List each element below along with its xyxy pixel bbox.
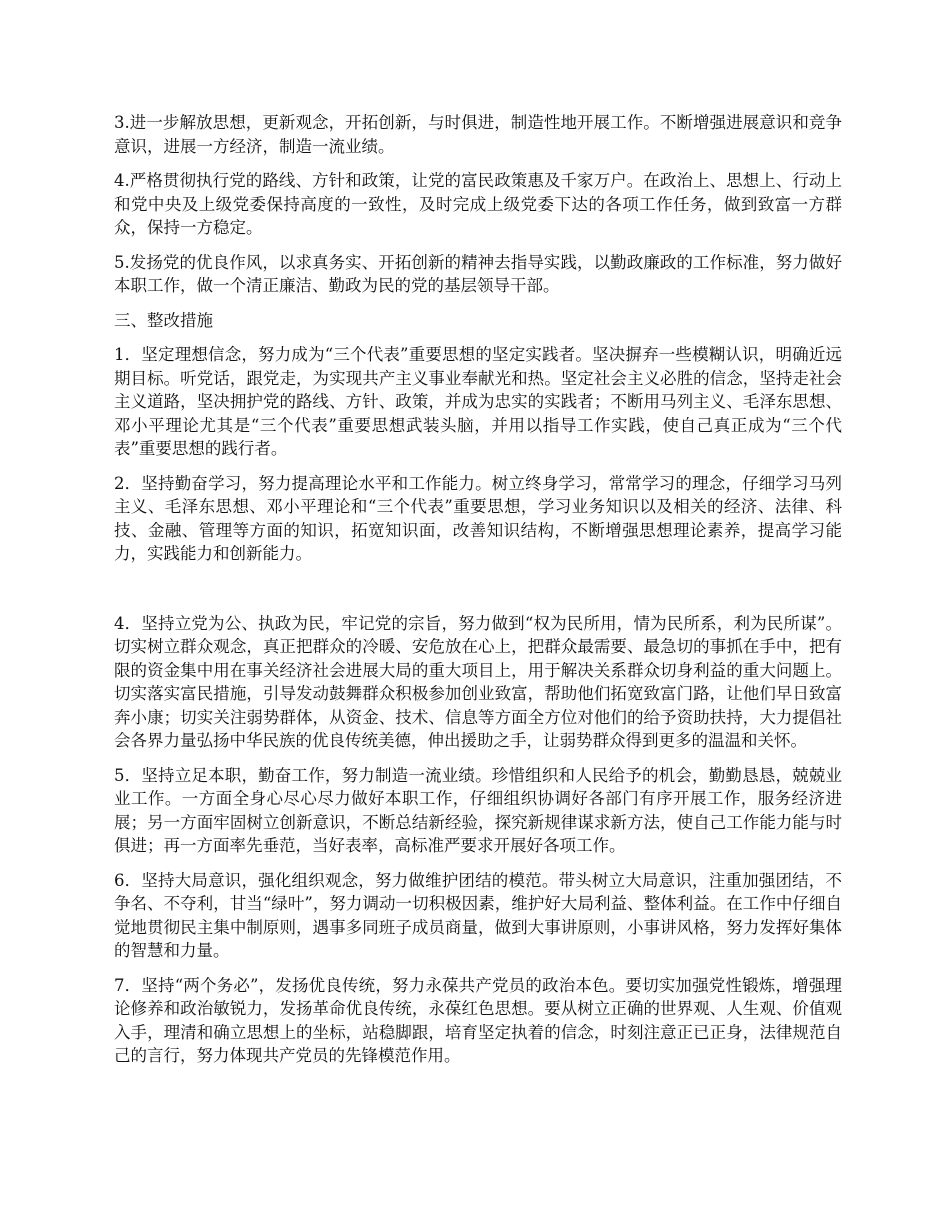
section-heading: 三、整改措施: [114, 310, 213, 330]
paragraph-item-3: 3.进一步解放思想，更新观念，开拓创新，与时俱进，制造性地开展工作。不断增强进展意识和竞争意识，进展一方经济，制造一流业绩。: [114, 113, 842, 156]
measure-4: 4．坚持立党为公、执政为民，牢记党的宗旨，努力做到“权为民所用，情为民所系，利为民所谋”。切实树立群众观念，真正把群众的冷暖、安危放在心上，把群众最需要、最急切的事抓在手中，把有限的资金集中用在事关经济社会进展大局的重大项目上，用于解决关系群众切身利益的重大问题上。切实落实富民措施，引导发动鼓舞群众积极参加创业致富，帮助他们拓宽致富门路，让他们早日致富奔小康；切实关注弱势群体，从资金、技术、信息等方面全方位对他们的给予资助扶持，大力提倡社会各界力量弘扬中华民族的优良传统美德，伸出援助之手，让弱势群众得到更多的温温和关怀。: [114, 613, 842, 750]
measure-2: 2．坚持勤奋学习，努力提高理论水平和工作能力。树立终身学习，常常学习的理念，仔细学习马列主义、毛泽东思想、邓小平理论和“三个代表”重要思想，学习业务知识以及相关的经济、法律、科技、金融、管理等方面的知识，拓宽知识面，改善知识结构，不断增强思想理论素养，提高学习能力，实践能力和创新能力。: [114, 473, 842, 563]
measure-6: 6．坚持大局意识，强化组织观念，努力做维护团结的模范。带头树立大局意识，注重加强团结，不争名、不夺利，甘当“绿叶”，努力调动一切积极因素，维护好大局利益、整体利益。在工作中仔细自觉地贯彻民主集中制原则，遇事多同班子成员商量，做到大事讲原则，小事讲风格，努力发挥好集体的智慧和力量。: [114, 870, 842, 960]
document-page: [114, 111, 842, 1079]
measure-7: 7．坚持“两个务必”，发扬优良传统，努力永葆共产党员的政治本色。要切实加强党性锻炼，增强理论修养和政治敏锐力，发扬革命优良传统，永葆红色思想。要从树立正确的世界观、人生观、价值观入手，理清和确立思想上的坐标，站稳脚跟，培育坚定执着的信念，时刻注意正已正身，法律规范自己的言行，努力体现共产党员的先锋模范作用。: [114, 975, 842, 1065]
measure-1: 1．坚定理想信念，努力成为“三个代表”重要思想的坚定实践者。坚决摒弃一些模糊认识，明确近远期目标。听党话，跟党走，为实现共产主义事业奉献光和热。坚定社会主义必胜的信念，坚持走社会主义道路，坚决拥护党的路线、方针、政策，并成为忠实的实践者；不断用马列主义、毛泽东思想、邓小平理论尤其是“三个代表”重要思想武装头脑，并用以指导工作实践，使自己真正成为“三个代表”重要思想的践行者。: [114, 345, 842, 458]
paragraph-item-5: 5.发扬党的优良作风，以求真务实、开拓创新的精神去指导实践，以勤政廉政的工作标准，努力做好本职工作，做一个清正廉洁、勤政为民的党的基层领导干部。: [114, 252, 842, 295]
measure-5: 5．坚持立足本职，勤奋工作，努力制造一流业绩。珍惜组织和人民给予的机会，勤勤恳恳，兢兢业业工作。一方面全身心尽心尽力做好本职工作，仔细组织协调好各部门有序开展工作，服务经济进展；另一方面牢固树立创新意识，不断总结新经验，探究新规律谋求新方法，使自己工作能力能与时俱进；再一方面率先垂范，当好表率，高标准严要求开展好各项工作。: [114, 765, 842, 855]
blank-gap: [114, 577, 842, 612]
paragraph-item-4: 4.严格贯彻执行党的路线、方针和政策，让党的富民政策惠及千家万户。在政治上、思想上、行动上和党中央及上级党委保持高度的一致性，及时完成上级党委下达的各项工作任务，做到致富一方群众，保持一方稳定。: [114, 171, 842, 237]
